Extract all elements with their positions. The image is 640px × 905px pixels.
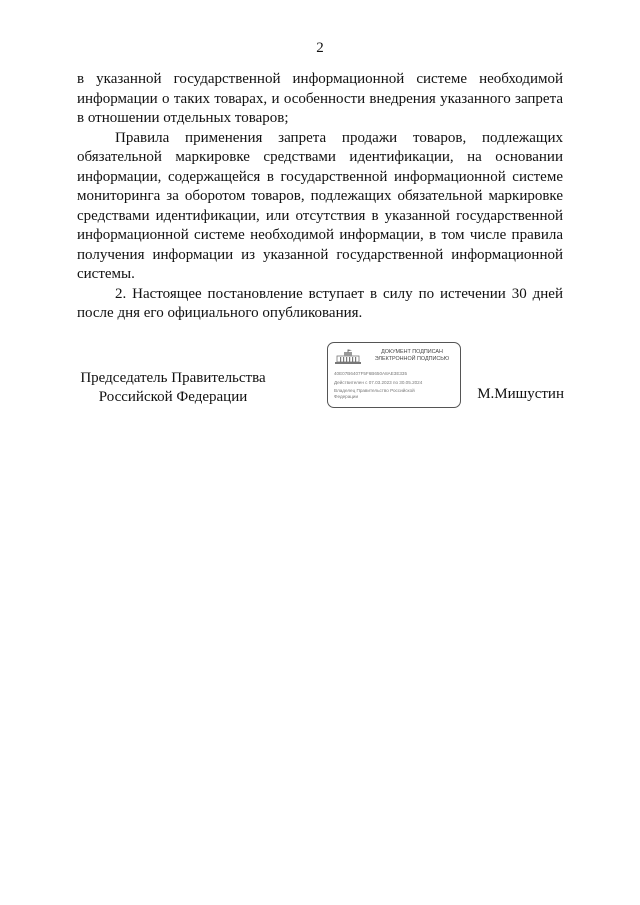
page-number: 2 [316, 40, 324, 56]
stamp-certificate-number: 40E07B6407F5F6B650A8AE3E335 [334, 371, 408, 376]
stamp-owner-line-2: Федерации [334, 394, 359, 399]
paragraph-labeling-rules: Правила применения запрета продажи товаров, подлежащих обязательной маркировке средствами идентификации, на основании информации, содержащейся в государственной информационной системе мониторинга за оборотом товаров, подлежащих обязательной маркировке средствами идентификации, или отсутствия в указанной государственной информационной системе необходимой информации, в том числе правила получения информации из указанной государственной информационной системы. [77, 129, 563, 282]
government-building-icon [334, 349, 362, 365]
signer-position [78, 369, 268, 407]
signer-position-line-2: Российской Федерации [98, 389, 248, 405]
paragraph-effective-date: 2. Настоящее постановление вступает в силу по истечении 30 дней после дня его официального опубликования. [77, 285, 563, 321]
stamp-header-line-1: ДОКУМЕНТ ПОДПИСАН [381, 349, 443, 355]
stamp-owner-line-1: Владелец Правительство Российской [334, 388, 415, 393]
stamp-validity: Действителен с 07.03.2023 по 30.05.2024 [334, 380, 423, 385]
document-body [77, 70, 563, 324]
stamp-header [366, 349, 458, 363]
paragraph-continuation: в указанной государственной информационной системе необходимой информации о таких товарах, и особенности внедрения указанного запрета в отношении отдельных товаров; [77, 71, 563, 126]
signer-name: М.Мишустин [477, 386, 564, 402]
stamp-header-line-2: ЭЛЕКТРОННОЙ ПОДПИСЬЮ [374, 356, 450, 362]
signer-position-line-1: Председатель Правительства [80, 370, 266, 386]
electronic-signature-stamp [327, 342, 461, 408]
